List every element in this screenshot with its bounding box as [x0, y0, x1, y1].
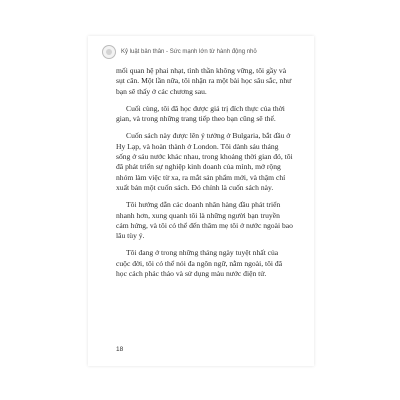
paragraph: Tôi đang ở trong những tháng ngày tuyệt nhất của cuộc đời, tôi có thể nói đa ngôn ngữ, nằm ngoài, tôi đã học cách phác thảo và sử dụng màu nước điện tử.	[116, 248, 283, 279]
running-header-title: Kỷ luật bản thân - Sức mạnh lớn từ hành động nhỏ	[121, 49, 257, 55]
publisher-logo-icon	[102, 45, 116, 59]
body-text	[116, 66, 294, 286]
running-header	[102, 45, 306, 59]
book-page	[88, 36, 314, 366]
paragraph: Cuối cùng, tôi đã học được giá trị đích thực của thời gian, và trong những trang tiếp theo bạn cũng sẽ thế.	[116, 103, 285, 124]
page-number: 18	[116, 346, 124, 353]
paragraph: Cuốn sách này được lên ý tưởng ở Bulgaria, bắt đầu ở Hy Lạp, và hoàn thành ở London. Tôi dành sáu tháng sống ở sáu nước khác nhau, trong khoảng thời gian đó, tôi đã phát triển sự nghiệp kinh doanh của mình, mở rộng nhóm làm việc từ xa, ra mắt sản phẩm mới, và thậm chí xuất bản một cuốn sách. Đó chính là cuốn sách này.	[116, 131, 293, 192]
paragraph: mối quan hệ phai nhạt, tình thần không vững, tôi gầy và sụt cân. Một lần nữa, tôi nhận ra một bài học sâu sắc, như bạn sẽ thấy ở các chương sau.	[116, 66, 292, 96]
paragraph: Tôi hướng dẫn các doanh nhân hàng đầu phát triển nhanh hơn, xung quanh tôi là những người bạn truyền cảm hứng, và tôi có thể đến thăm mẹ tôi ở nước ngoài bao lâu tùy ý.	[116, 200, 293, 241]
